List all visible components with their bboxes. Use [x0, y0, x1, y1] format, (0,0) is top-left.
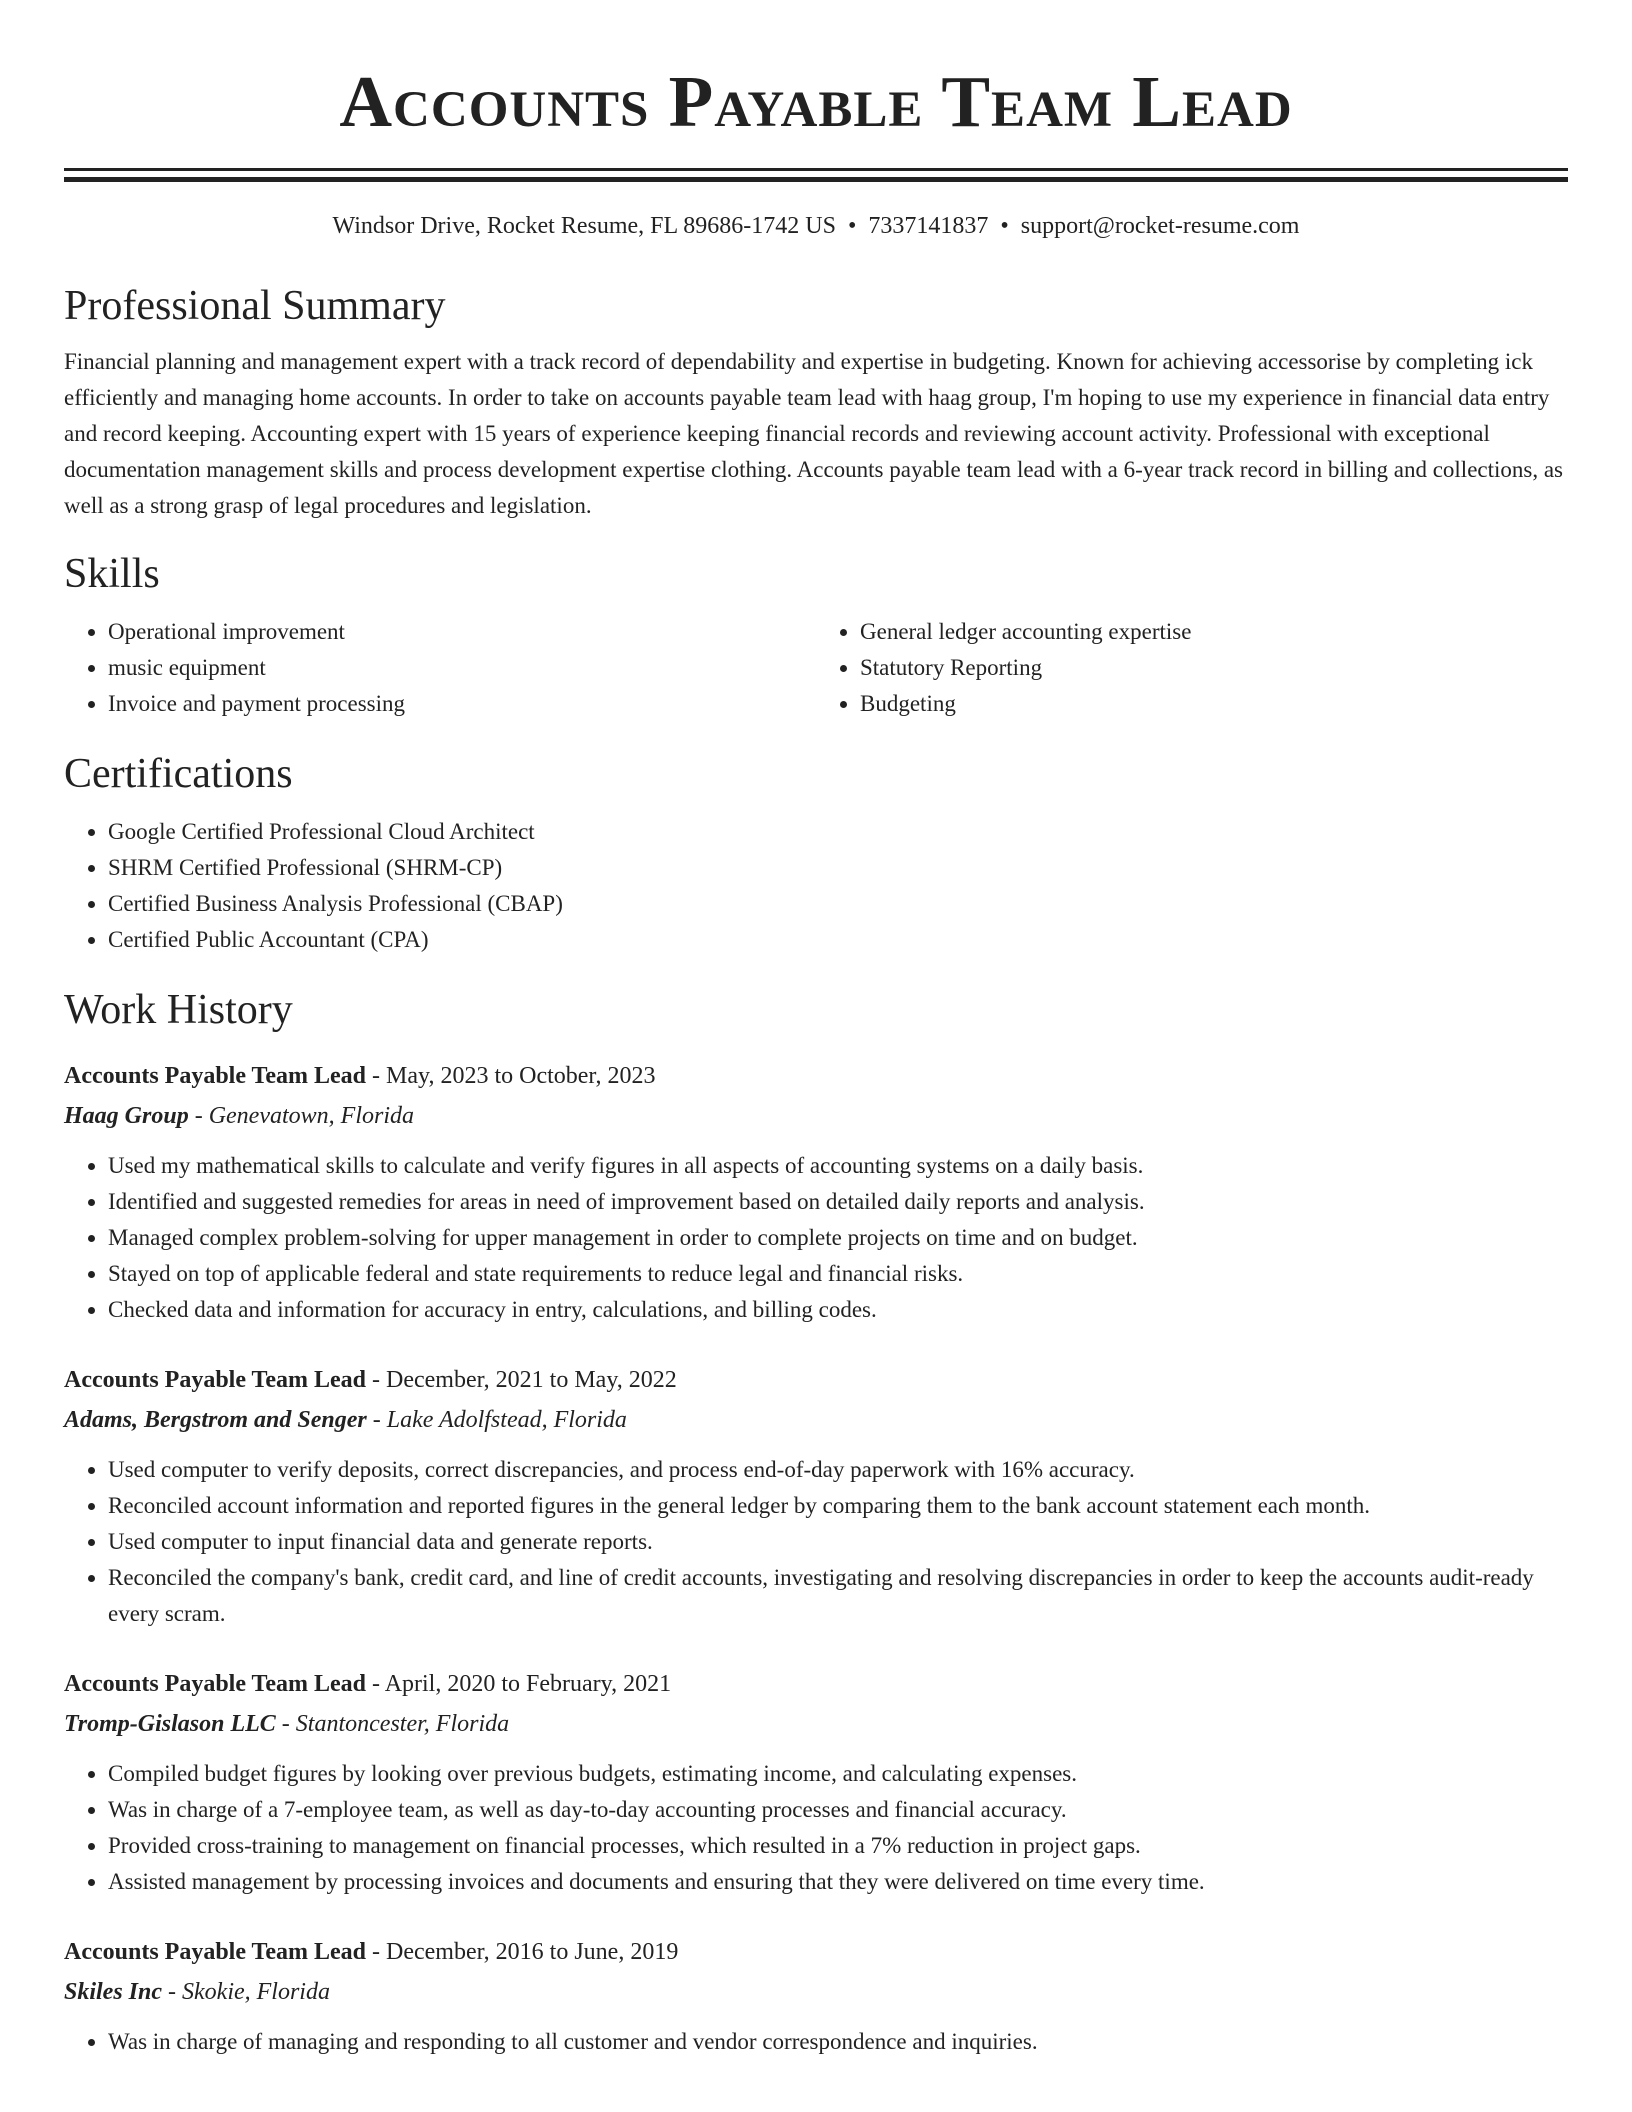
job-dates: April, 2020 to February, 2021	[384, 1671, 672, 1697]
job-company: Skiles Inc	[64, 1979, 163, 2005]
job-dash: -	[366, 1367, 387, 1393]
job-entry	[64, 1360, 1568, 1632]
job-location: Stantoncester, Florida	[295, 1711, 510, 1737]
job-company-line	[64, 1096, 1568, 1136]
job-location: Lake Adolfstead, Florida	[386, 1407, 627, 1433]
job-entry	[64, 1932, 1568, 2060]
job-bullets	[64, 2024, 1568, 2060]
job-company: Tromp-Gislason LLC	[64, 1711, 276, 1737]
job-company-line	[64, 1704, 1568, 1744]
skill-item: • Operational improvement	[108, 614, 816, 650]
certifications-heading: Certifications	[64, 751, 293, 797]
job-entry	[64, 1664, 1568, 1900]
job-bullet: • Checked data and information for accuracy in entry, calculations, and billing codes.	[108, 1292, 1568, 1328]
job-role: Accounts Payable Team Lead	[64, 1671, 367, 1697]
bullet-separator: •	[847, 213, 857, 239]
job-entry	[64, 1056, 1568, 1328]
job-bullet: • Compiled budget figures by looking over previous budgets, estimating income, and calculating expenses.	[108, 1756, 1568, 1792]
skill-item: • General ledger accounting expertise	[860, 614, 1568, 650]
job-header	[64, 1056, 1568, 1096]
job-bullets	[64, 1148, 1568, 1328]
contact-phone: 7337141837	[868, 213, 989, 239]
job-location: Skokie, Florida	[182, 1979, 330, 2005]
job-dash: -	[366, 1063, 387, 1089]
skill-item: • Invoice and payment processing	[108, 686, 816, 722]
job-bullets	[64, 1452, 1568, 1632]
certification-item: • Certified Business Analysis Professional (CBAP)	[108, 886, 1568, 922]
job-role: Accounts Payable Team Lead	[64, 1367, 367, 1393]
job-company: Haag Group	[64, 1103, 189, 1129]
job-dash: -	[366, 1939, 387, 1965]
job-company-line	[64, 1972, 1568, 2012]
work-history-heading: Work History	[64, 987, 293, 1033]
contact-line	[64, 210, 1568, 242]
job-bullet: • Used my mathematical skills to calculate and verify figures in all aspects of accounting systems on a daily basis.	[108, 1148, 1568, 1184]
skills-grid	[64, 614, 1568, 722]
job-bullet: • Reconciled the company's bank, credit card, and line of credit accounts, investigating and resolving discrepancies in order to keep the accounts audit-ready every scram.	[108, 1560, 1568, 1632]
job-bullet: • Provided cross-training to management on financial processes, which resulted in a 7% reduction in project gaps.	[108, 1828, 1568, 1864]
skills-heading: Skills	[64, 551, 160, 597]
job-header	[64, 1360, 1568, 1400]
job-role: Accounts Payable Team Lead	[64, 1939, 367, 1965]
title-rule-top	[64, 168, 1568, 171]
job-dates: December, 2021 to May, 2022	[386, 1367, 677, 1393]
job-bullet: • Was in charge of a 7-employee team, as well as day-to-day accounting processes and financial accuracy.	[108, 1792, 1568, 1828]
skills-list-right	[816, 614, 1568, 722]
certification-item: • Google Certified Professional Cloud Architect	[108, 814, 1568, 850]
job-company: Adams, Bergstrom and Senger	[64, 1407, 367, 1433]
contact-email: support@rocket-resume.com	[1020, 213, 1300, 239]
job-role: Accounts Payable Team Lead	[64, 1063, 367, 1089]
job-bullet: • Managed complex problem-solving for upper management in order to complete projects on time and on budget.	[108, 1220, 1568, 1256]
skill-item: • music equipment	[108, 650, 816, 686]
job-bullet: • Used computer to input financial data and generate reports.	[108, 1524, 1568, 1560]
bullet-separator: •	[1000, 213, 1009, 239]
job-bullet: • Stayed on top of applicable federal and state requirements to reduce legal and financial risks.	[108, 1256, 1568, 1292]
skill-item: • Budgeting	[860, 686, 1568, 722]
job-dates: December, 2016 to June, 2019	[386, 1939, 679, 1965]
job-dates: May, 2023 to October, 2023	[386, 1063, 656, 1089]
job-dash: -	[275, 1711, 296, 1737]
certification-item: • SHRM Certified Professional (SHRM-CP)	[108, 850, 1568, 886]
job-bullet: • Assisted management by processing invoices and documents and ensuring that they were delivered on time every time.	[108, 1864, 1568, 1900]
job-dash: -	[366, 1671, 385, 1697]
title-rule-bottom	[64, 177, 1568, 182]
job-bullet: • Identified and suggested remedies for areas in need of improvement based on detailed daily reports and analysis.	[108, 1184, 1568, 1220]
job-header	[64, 1664, 1568, 1704]
certifications-list	[64, 814, 1568, 958]
job-bullet: • Was in charge of managing and responding to all customer and vendor correspondence and inquiries.	[108, 2024, 1568, 2060]
job-bullet: • Reconciled account information and reported figures in the general ledger by comparing them to the bank account statement each month.	[108, 1488, 1568, 1524]
contact-address: Windsor Drive, Rocket Resume, FL 89686-1742 US	[332, 213, 836, 239]
summary-heading: Professional Summary	[64, 283, 446, 329]
job-bullet: • Used computer to verify deposits, correct discrepancies, and process end-of-day paperwork with 16% accuracy.	[108, 1452, 1568, 1488]
job-dash: -	[162, 1979, 183, 2005]
job-company-line	[64, 1400, 1568, 1440]
job-dash: -	[366, 1407, 387, 1433]
certification-item: • Certified Public Accountant (CPA)	[108, 922, 1568, 958]
job-header	[64, 1932, 1568, 1972]
job-location: Genevatown, Florida	[208, 1103, 414, 1129]
job-dash: -	[188, 1103, 209, 1129]
job-bullets	[64, 1756, 1568, 1900]
summary-text: Financial planning and management expert with a track record of dependability and expertise in budgeting. Known for achieving accessorise by completing ick efficiently and managing home accounts. In order to take on accounts payable team lead with haag group, I'm hoping to use my experience in financial data entry and record keeping. Accounting expert with 15 years of experience keeping financial records and reviewing account activity. Professional with exceptional documentation management skills and process development expertise clothing. Accounts payable team lead with a 6-year track record in billing and collections, as well as a strong grasp of legal procedures and legislation.	[64, 349, 1563, 518]
skills-list-left	[64, 614, 816, 722]
skill-item: • Statutory Reporting	[860, 650, 1568, 686]
resume-title: Accounts Payable Team Lead	[339, 61, 1293, 142]
